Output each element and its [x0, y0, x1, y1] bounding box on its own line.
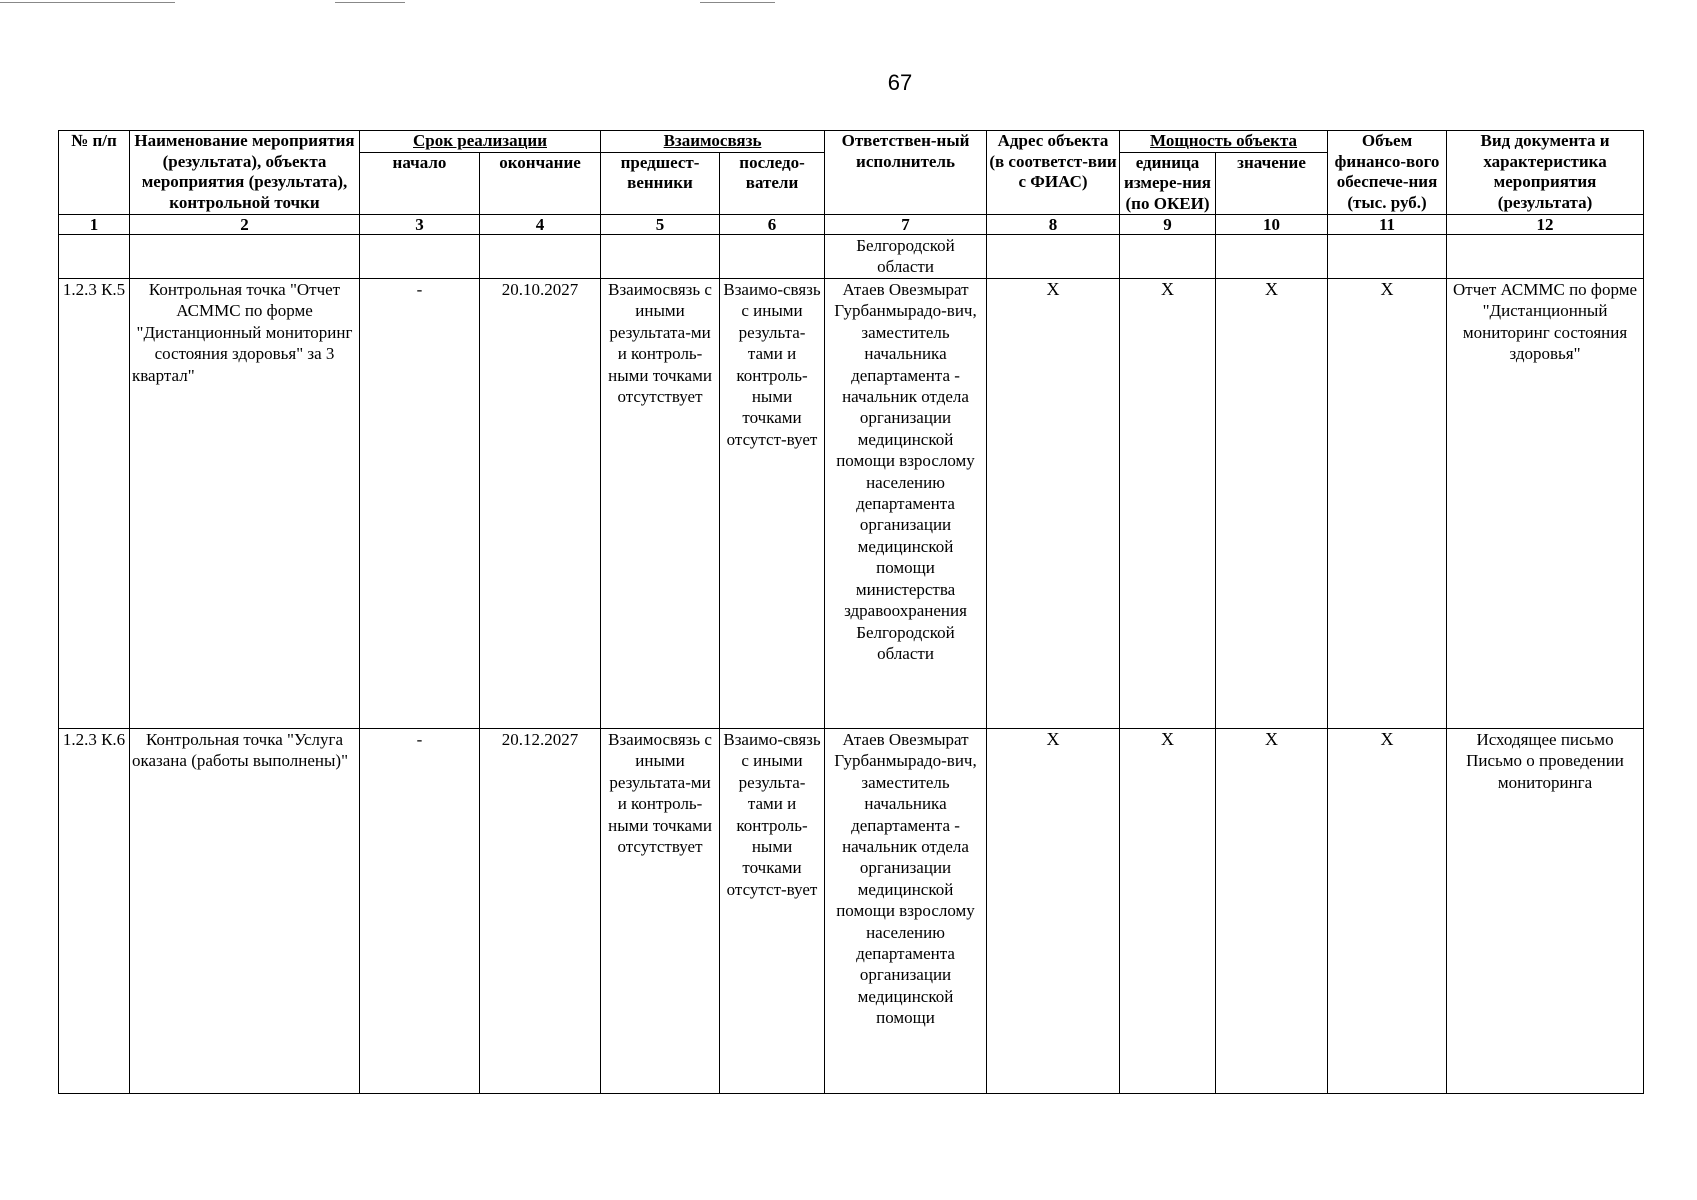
header-unit: единица измере-ния (по ОКЕИ) — [1120, 152, 1216, 215]
successors-cell: Взаимо-связь с иными результа-тами и контроль-ными точками отсутст-вует — [720, 729, 825, 1094]
name-cell: Контрольная точка "Отчет АСММС по форме "Дистанционный мониторинг состояния здоровья" за 3 квартал" — [130, 279, 360, 729]
table-row — [59, 729, 1644, 1094]
responsible-cell: Белгородской области — [825, 235, 987, 279]
column-number: 2 — [130, 215, 360, 235]
name-cell: Контрольная точка "Услуга оказана (работы выполнены)" — [130, 729, 360, 1094]
value-cell: X — [1216, 729, 1328, 1094]
column-number: 5 — [601, 215, 720, 235]
predecessors-cell: Взаимосвязь с иными результата-ми и контроль-ными точками отсутствует — [601, 279, 720, 729]
scan-edge-line — [700, 2, 775, 3]
column-number: 1 — [59, 215, 130, 235]
scan-edge-line — [0, 2, 175, 3]
header-relation: Взаимосвязь — [601, 131, 825, 153]
header-row — [59, 131, 1644, 153]
column-number: 9 — [1120, 215, 1216, 235]
column-number-row — [59, 215, 1644, 235]
header-term: Срок реализации — [360, 131, 601, 153]
end-cell: 20.10.2027 — [480, 279, 601, 729]
column-number: 12 — [1447, 215, 1644, 235]
doc-type-cell: Отчет АСММС по форме "Дистанционный мониторинг состояния здоровья" — [1447, 279, 1644, 729]
address-cell: X — [987, 279, 1120, 729]
address-cell: X — [987, 729, 1120, 1094]
finance-cell: X — [1328, 279, 1447, 729]
scan-edge-line — [335, 2, 405, 3]
column-number: 8 — [987, 215, 1120, 235]
unit-cell: X — [1120, 729, 1216, 1094]
header-name: Наименование мероприятия (результата), объекта мероприятия (результата), контрольной точки — [130, 131, 360, 215]
page-number: 67 — [887, 70, 913, 95]
end-cell: 20.12.2027 — [480, 729, 601, 1094]
header-successors: последо-ватели — [720, 152, 825, 215]
header-num: № п/п — [59, 131, 130, 215]
continuation-row — [59, 235, 1644, 279]
doc-type-cell: Исходящее письмо Письмо о проведении мониторинга — [1447, 729, 1644, 1094]
column-number: 3 — [360, 215, 480, 235]
column-number: 6 — [720, 215, 825, 235]
table-row — [59, 279, 1644, 729]
successors-cell: Взаимо-связь с иными результа-тами и контроль-ными точками отсутст-вует — [720, 279, 825, 729]
header-doc-type: Вид документа и характеристика мероприятия (результата) — [1447, 131, 1644, 215]
header-value: значение — [1216, 152, 1328, 215]
responsible-cell: Атаев Овезмырат Гурбанмырадо-вич, заместитель начальника департамента - начальник отдела организации медицинской помощи взрослому населению департамента организации медицинской помощи министерства здравоохранения Белгородской области — [825, 279, 987, 729]
value-cell: X — [1216, 279, 1328, 729]
finance-cell: X — [1328, 729, 1447, 1094]
num-cell: 1.2.3 К.6 — [59, 729, 130, 1094]
header-term-end: окончание — [480, 152, 601, 215]
num-cell: 1.2.3 К.5 — [59, 279, 130, 729]
activity-plan-table — [58, 130, 1644, 1094]
header-term-start: начало — [360, 152, 480, 215]
start-cell: - — [360, 279, 480, 729]
header-responsible: Ответствен-ный исполнитель — [825, 131, 987, 215]
header-address: Адрес объекта (в соответст-вии с ФИАС) — [987, 131, 1120, 215]
column-number: 4 — [480, 215, 601, 235]
start-cell: - — [360, 729, 480, 1094]
column-number: 10 — [1216, 215, 1328, 235]
header-predecessors: предшест-венники — [601, 152, 720, 215]
header-finance: Объем финансо-вого обеспече-ния (тыс. руб.) — [1328, 131, 1447, 215]
column-number: 7 — [825, 215, 987, 235]
responsible-cell: Атаев Овезмырат Гурбанмырадо-вич, заместитель начальника департамента - начальник отдела организации медицинской помощи взрослому населению департамента организации медицинской помощи — [825, 729, 987, 1094]
unit-cell: X — [1120, 279, 1216, 729]
column-number: 11 — [1328, 215, 1447, 235]
predecessors-cell: Взаимосвязь с иными результата-ми и контроль-ными точками отсутствует — [601, 729, 720, 1094]
header-capacity: Мощность объекта — [1120, 131, 1328, 153]
